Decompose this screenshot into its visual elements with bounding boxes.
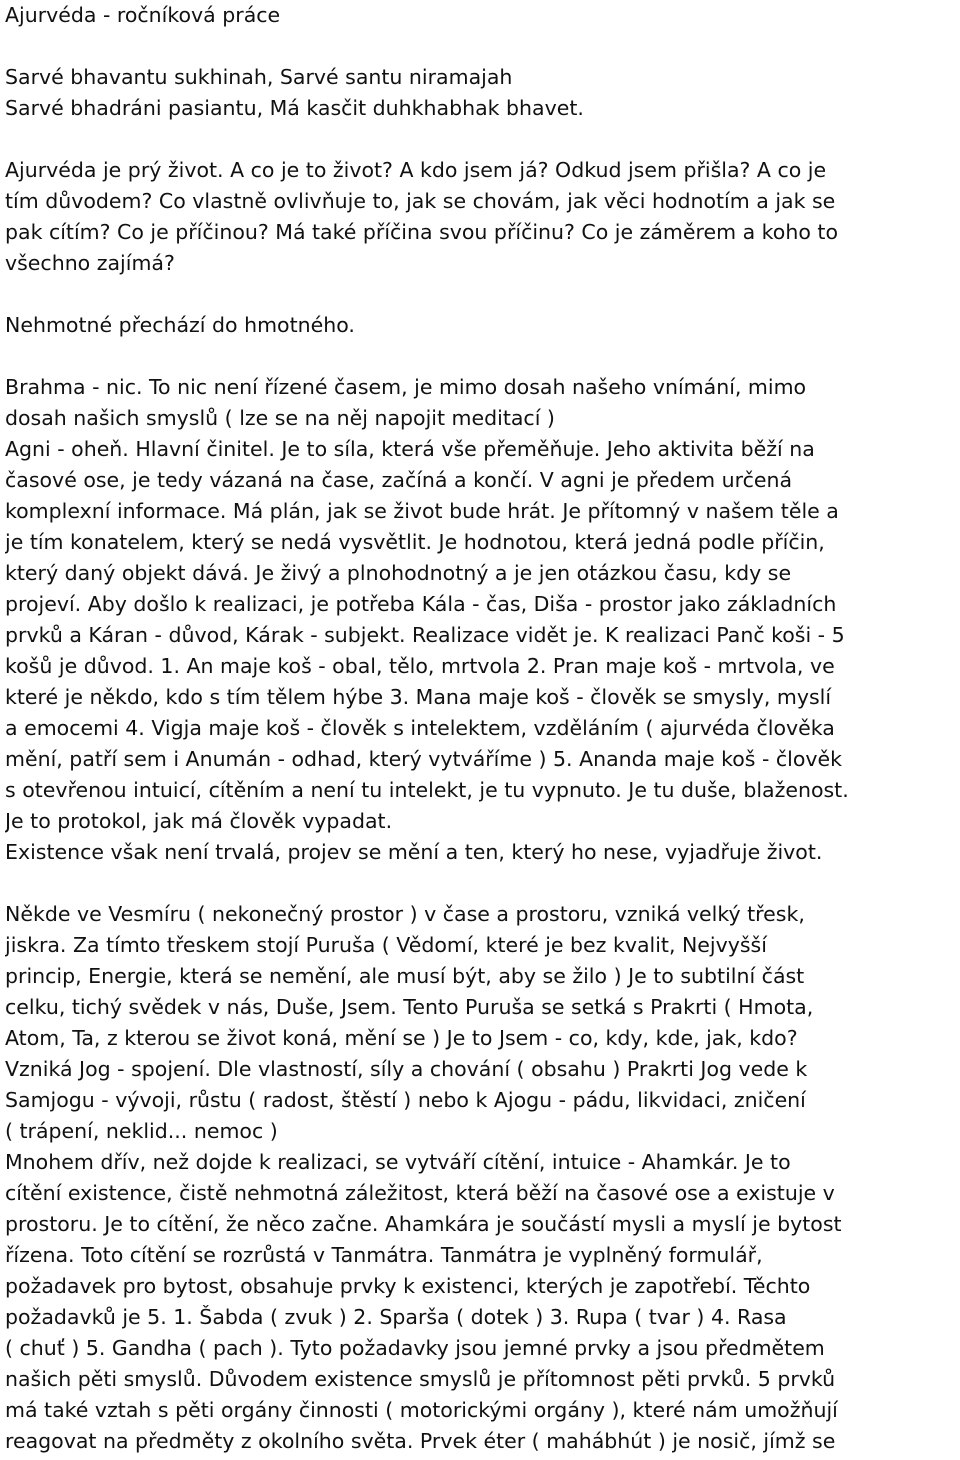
text-line: Ajurvéda je prý život. A co je to život? A kdo jsem já? Odkud jsem přišla? A co je xyxy=(5,158,827,182)
text-line: ( chuť ) 5. Gandha ( pach ). Tyto požadavky jsou jemné prvky a jsou předmětem xyxy=(5,1336,825,1360)
text-line: Nehmotné přechází do hmotného. xyxy=(5,313,355,337)
text-line: Někde ve Vesmíru ( nekonečný prostor ) v čase a prostoru, vzniká velký třesk, xyxy=(5,902,805,926)
text-line: řízena. Toto cítění se rozrůstá v Tanmátra. Tanmátra je vyplněný formulář, xyxy=(5,1243,763,1267)
spacer xyxy=(5,124,955,155)
text-line: pak cítím? Co je příčinou? Má také příčina svou příčinu? Co je záměrem a koho to xyxy=(5,220,838,244)
text-line: princip, Energie, která se nemění, ale musí být, aby se žilo ) Je to subtilní část xyxy=(5,964,805,988)
text-line: Mnohem dřív, než dojde k realizaci, se vytváří cítění, intuice - Ahamkár. Je to xyxy=(5,1150,791,1174)
text-line: Agni - oheň. Hlavní činitel. Je to síla, která vše přeměňuje. Jeho aktivita běží na xyxy=(5,437,815,461)
document-page xyxy=(5,0,955,1460)
text-line: celku, tichý svědek v nás, Duše, Jsem. Tento Puruša se setká s Prakrti ( Hmota, xyxy=(5,995,814,1019)
paragraph-vesmir xyxy=(5,899,955,1457)
paragraph-brahma-agni xyxy=(5,372,955,868)
text-line: prostoru. Je to cítění, že něco začne. Ahamkára je součástí mysli a myslí je bytost xyxy=(5,1212,842,1236)
paragraph-intro xyxy=(5,155,955,279)
spacer xyxy=(5,868,955,899)
text-line: časové ose, je tedy vázaná na čase, začíná a končí. V agni je předem určená xyxy=(5,468,793,492)
text-line: jiskra. Za tímto třeskem stojí Puruša ( Vědomí, které je bez kvalit, Nejvyšší xyxy=(5,933,767,957)
text-line: reagovat na předměty z okolního světa. Prvek éter ( mahábhút ) je nosič, jímž se xyxy=(5,1429,836,1453)
text-line: požadavků je 5. 1. Šabda ( zvuk ) 2. Sparša ( dotek ) 3. Rupa ( tvar ) 4. Rasa xyxy=(5,1305,787,1329)
text-line: cítění existence, čistě nehmotná záležitost, která běží na časové ose a existuje v xyxy=(5,1181,835,1205)
text-line: Brahma - nic. To nic není řízené časem, je mimo dosah našeho vnímání, mimo xyxy=(5,375,807,399)
text-line: a emocemi 4. Vigja maje koš - člověk s intelektem, vzděláním ( ajurvéda člověka xyxy=(5,716,835,740)
text-line: tím důvodem? Co vlastně ovlivňuje to, jak se chovám, jak věci hodnotím a jak se xyxy=(5,189,836,213)
text-line: komplexní informace. Má plán, jak se život bude hrát. Je přítomný v našem těle a xyxy=(5,499,839,523)
text-line: Atom, Ta, z kterou se život koná, mění se ) Je to Jsem - co, kdy, kde, jak, kdo? xyxy=(5,1026,798,1050)
text-line: které je někdo, kdo s tím tělem hýbe 3. Mana maje koš - člověk se smysly, myslí xyxy=(5,685,832,709)
text-line: mění, patří sem i Anumán - odhad, který vytváříme ) 5. Ananda maje koš - člověk xyxy=(5,747,843,771)
spacer xyxy=(5,31,955,62)
text-line: projeví. Aby došlo k realizaci, je potřeba Kála - čas, Diša - prostor jako základních xyxy=(5,592,837,616)
text-line: dosah našich smyslů ( lze se na něj napojit meditací ) xyxy=(5,406,555,430)
text-line: je tím konatelem, který se nedá vysvětlit. Je hodnotou, která jedná podle příčin, xyxy=(5,530,825,554)
text-line: ( trápení, neklid... nemoc ) xyxy=(5,1119,278,1143)
text-line: všechno zajímá? xyxy=(5,251,175,275)
mantra-line: Sarvé bhavantu sukhinah, Sarvé santu niramajah xyxy=(5,65,513,89)
text-line: košů je důvod. 1. An maje koš - obal, tělo, mrtvola 2. Pran maje koš - mrtvola, ve xyxy=(5,654,835,678)
text-line: který daný objekt dává. Je živý a plnohodnotný a je jen otázkou času, kdy se xyxy=(5,561,792,585)
mantra-line: Sarvé bhadráni pasiantu, Má kasčit duhkhabhak bhavet. xyxy=(5,96,584,120)
text-line: s otevřenou intuicí, cítěním a není tu intelekt, je tu vypnuto. Je tu duše, blaženost. xyxy=(5,778,849,802)
text-line: Samjogu - vývoji, růstu ( radost, štěstí ) nebo k Ajogu - pádu, likvidaci, zničení xyxy=(5,1088,806,1112)
text-line: našich pěti smyslů. Důvodem existence smyslů je přítomnost pěti prvků. 5 prvků xyxy=(5,1367,836,1391)
text-line: Je to protokol, jak má člověk vypadat. xyxy=(5,809,393,833)
paragraph-statement xyxy=(5,310,955,341)
text-line: požadavek pro bytost, obsahuje prvky k existenci, kterých je zapotřebí. Těchto xyxy=(5,1274,811,1298)
text-line: Vzniká Jog - spojení. Dle vlastností, síly a chování ( obsahu ) Prakrti Jog vede k xyxy=(5,1057,808,1081)
spacer xyxy=(5,279,955,310)
text-line: má také vztah s pěti orgány činnosti ( motorickými orgány ), které nám umožňují xyxy=(5,1398,838,1422)
document-title: Ajurvéda - ročníková práce xyxy=(5,3,281,27)
text-line: Existence však není trvalá, projev se mění a ten, který ho nese, vyjadřuje život. xyxy=(5,840,823,864)
mantra-block xyxy=(5,62,955,124)
spacer xyxy=(5,341,955,372)
text-line: prvků a Káran - důvod, Kárak - subjekt. Realizace vidět je. K realizaci Panč koši - 5 xyxy=(5,623,845,647)
